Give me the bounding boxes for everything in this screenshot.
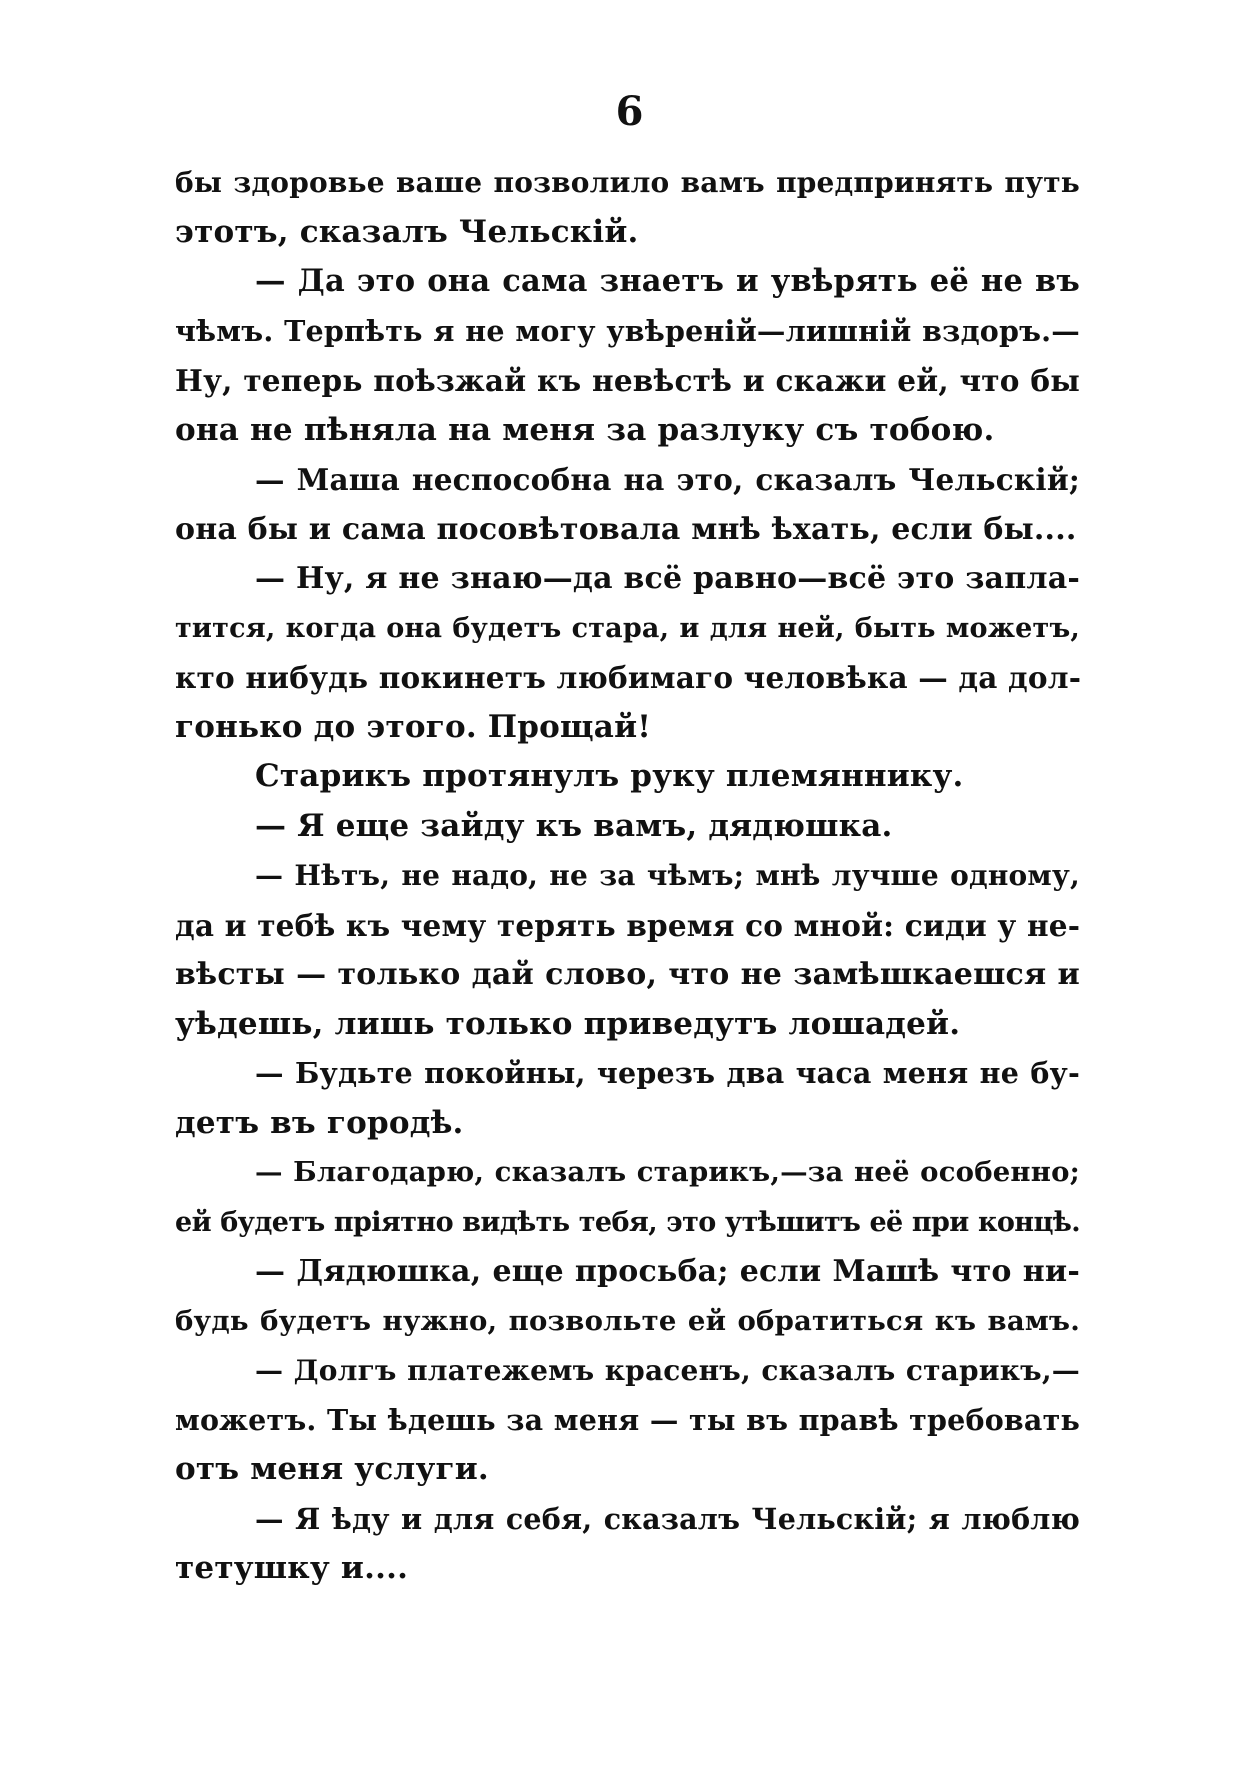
text-line: — Дядюшка, еще просьба; если Машѣ что ни- bbox=[255, 1254, 1080, 1289]
text-line: — Ну, я не знаю—да всё равно—всё это запла- bbox=[255, 561, 1080, 596]
body-text bbox=[175, 158, 1080, 1594]
text-line: уѣдешь, лишь только приведутъ лошадей. bbox=[175, 1005, 961, 1042]
text-line: — Я еще зайду къ вамъ, дядюшка. bbox=[255, 807, 893, 844]
text-line: — Я ѣду и для себя, сказалъ Чельскій; я люблю bbox=[255, 1501, 1080, 1536]
text-line: кто нибудь покинетъ любимаго человѣка — да дол- bbox=[175, 660, 1082, 695]
text-line: чѣмъ. Терпѣть я не могу увѣреній—лишній вздоръ.— bbox=[175, 313, 1080, 348]
text-line: тится, когда она будетъ стара, и для ней, быть можетъ, bbox=[175, 612, 1080, 644]
text-line: этотъ, сказалъ Чельскій. bbox=[175, 213, 639, 250]
text-line: гонько до этого. Прощай! bbox=[175, 708, 652, 745]
text-line: — Благодарю, сказалъ старикъ,—за неё особенно; bbox=[255, 1156, 1080, 1188]
text-line: — Нѣтъ, не надо, не за чѣмъ; мнѣ лучше одному, bbox=[255, 859, 1080, 892]
text-line: тетушку и.... bbox=[175, 1550, 409, 1586]
text-line: Старикъ протянулъ руку племяннику. bbox=[255, 758, 964, 794]
page-number: 6 bbox=[615, 88, 644, 135]
text-line: — Да это она сама знаетъ и увѣрять её не въ bbox=[255, 263, 1080, 299]
text-line: да и тебѣ къ чему терять время со мной: сиди у не- bbox=[175, 907, 1081, 943]
text-line: детъ въ городѣ. bbox=[175, 1104, 464, 1141]
text-line: вѣсты — только дай слово, что не замѣшкаешся и bbox=[175, 957, 1080, 992]
text-line: будь будетъ нужно, позвольте ей обратиться къ вамъ. bbox=[175, 1304, 1080, 1337]
text-line: она не пѣняла на меня за разлуку съ тобою. bbox=[175, 411, 995, 448]
text-line: — Долгъ платежемъ красенъ, сказалъ старикъ,— bbox=[255, 1354, 1080, 1387]
text-line: Ну, теперь поѣзжай къ невѣстѣ и скажи ей, что бы bbox=[175, 363, 1080, 398]
text-line: ей будетъ пріятно видѣть тебя, это утѣшитъ её при концѣ. bbox=[175, 1206, 1080, 1238]
text-line: — Будьте покойны, черезъ два часа меня не бу- bbox=[255, 1056, 1080, 1090]
text-line: — Маша неспособна на это, сказалъ Чельскій; bbox=[255, 462, 1080, 497]
text-line: отъ меня услуги. bbox=[175, 1451, 489, 1487]
text-line: бы здоровье ваше позволило вамъ предпринять путь bbox=[175, 166, 1080, 199]
text-line: можетъ. Ты ѣдешь за меня — ты въ правѣ требовать bbox=[175, 1402, 1080, 1437]
text-line: она бы и сама посовѣтовала мнѣ ѣхать, если бы.... bbox=[175, 511, 1077, 547]
